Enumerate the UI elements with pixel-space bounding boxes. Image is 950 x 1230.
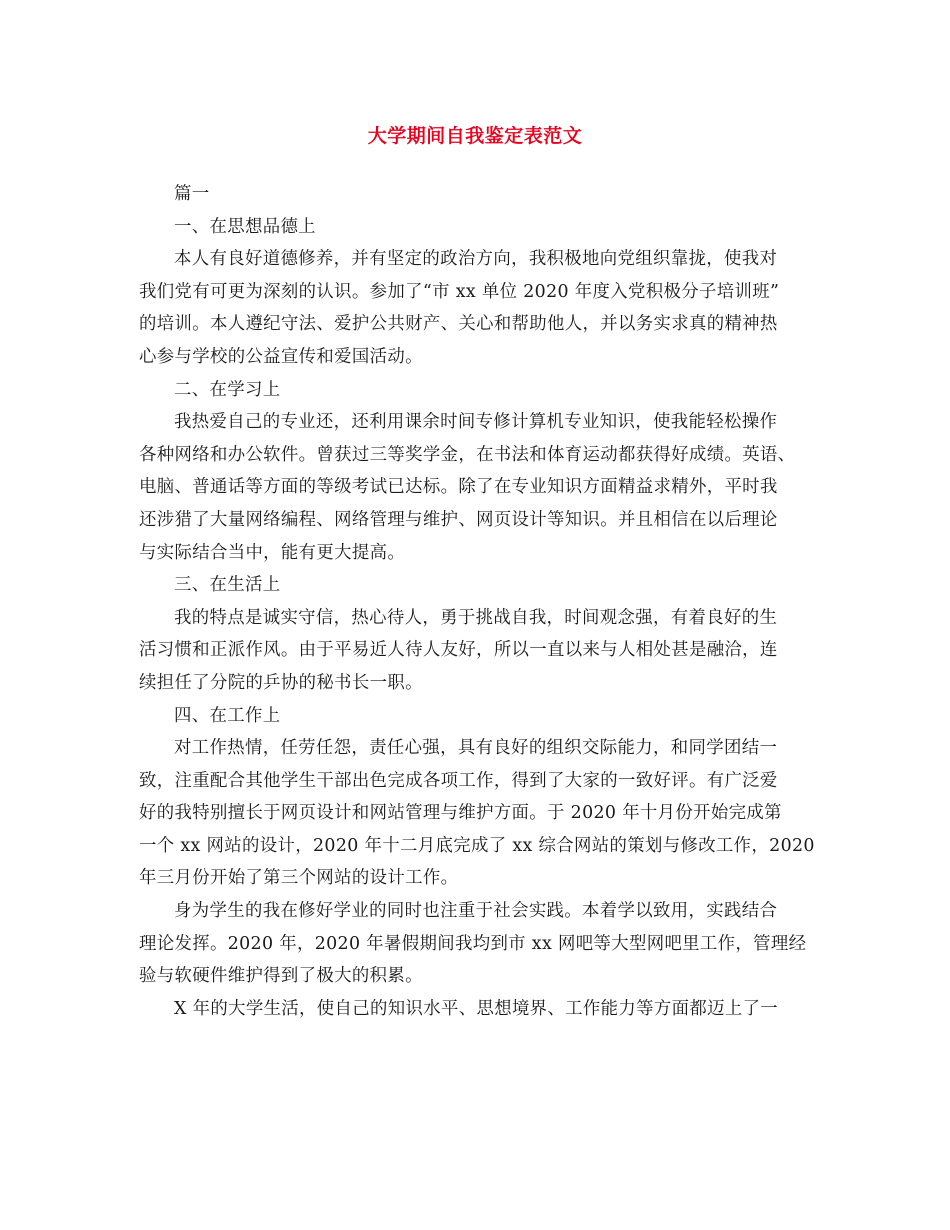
document-title: 大学期间自我鉴定表范文: [367, 125, 583, 147]
text-line: 我热爱自己的专业还，还利用课余时间专修计算机专业知识，使我能轻松操作: [174, 412, 778, 433]
text-line: 电脑、普通话等方面的等级考试已达标。除了在专业知识方面精益求精外，平时我: [139, 477, 778, 498]
text-line: 验与软硬件维护得到了极大的积累。: [139, 966, 423, 987]
text-line: 篇一: [174, 184, 210, 204]
text-line: X 年的大学生活，使自己的知识水平、思想境界、工作能力等方面都迈上了一: [174, 998, 779, 1019]
text-line: 四、在工作上: [174, 705, 281, 726]
text-line: 的培训。本人遵纪守法、爱护公共财产、关心和帮助他人，并以务实求真的精神热: [139, 314, 778, 335]
text-line: 续担任了分院的乒协的秘书长一职。: [139, 672, 423, 693]
text-line: 一个 xx 网站的设计，2020 年十二月底完成了 xx 综合网站的策划与修改工作，2020: [139, 835, 815, 856]
text-line: 本人有良好道德修养，并有坚定的政治方向，我积极地向党组织靠拢，使我对: [174, 249, 778, 270]
text-line: 年三月份开始了第三个网站的设计工作。: [139, 868, 459, 889]
text-line: 我们党有可更为深刻的认识。参加了“市 xx 单位 2020 年度入党积极分子培训班”: [139, 281, 780, 302]
text-line: 二、在学习上: [174, 379, 281, 400]
text-line: 活习惯和正派作风。由于平易近人待人友好，所以一直以来与人相处甚是融洽，连: [139, 640, 778, 661]
text-line: 各种网络和办公软件。曾获过三等奖学金，在书法和体育运动都获得好成绩。英语、: [139, 444, 796, 465]
text-line: 好的我特别擅长于网页设计和网站管理与维护方面。于 2020 年十月份开始完成第: [139, 803, 782, 824]
text-line: 三、在生活上: [174, 575, 281, 596]
text-line: 致，注重配合其他学生干部出色完成各项工作，得到了大家的一致好评。有广泛爱: [139, 770, 778, 791]
text-line: 一、在思想品德上: [174, 216, 316, 237]
text-line: 还涉猎了大量网络编程、网络管理与维护、网页设计等知识。并且相信在以后理论: [139, 509, 778, 530]
text-line: 对工作热情，任劳任怨，责任心强，具有良好的组织交际能力，和同学团结一: [174, 738, 778, 759]
text-line: 我的特点是诚实守信，热心待人，勇于挑战自我，时间观念强，有着良好的生: [174, 607, 778, 628]
text-line: 与实际结合当中，能有更大提高。: [139, 542, 406, 563]
document-body: [139, 178, 816, 1025]
text-line: 心参与学校的公益宣传和爱国活动。: [139, 346, 423, 367]
text-line: 身为学生的我在修好学业的同时也注重于社会实践。本着学以致用，实践结合: [174, 901, 778, 922]
text-line: 理论发挥。2020 年，2020 年暑假期间我均到市 xx 网吧等大型网吧里工作，管理经: [139, 933, 807, 954]
